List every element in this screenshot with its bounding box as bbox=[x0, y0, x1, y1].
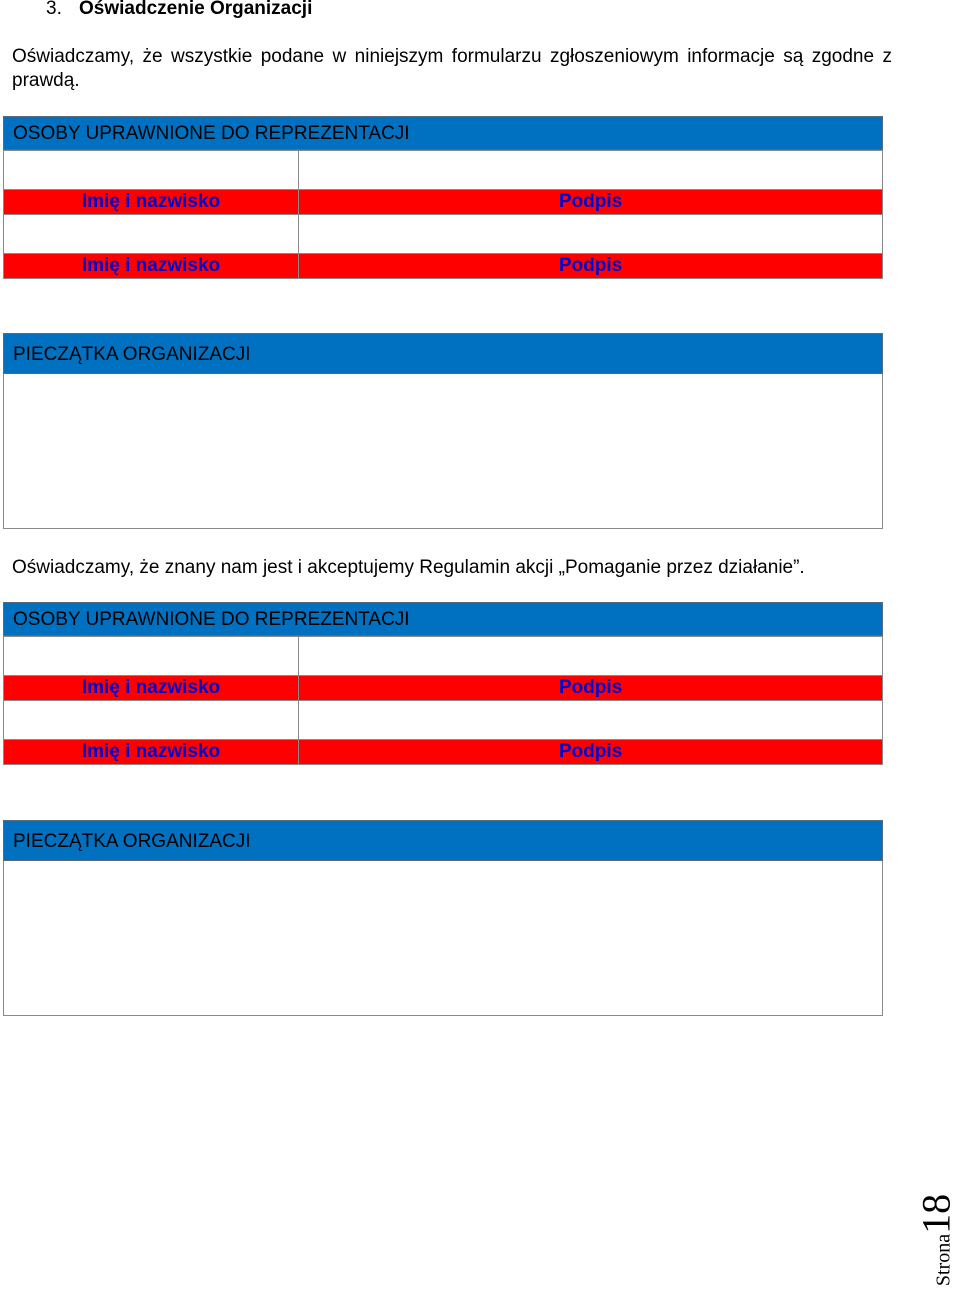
representatives-block-2 bbox=[3, 602, 883, 765]
section-heading bbox=[46, 0, 312, 20]
stamp-block-2 bbox=[3, 820, 883, 1016]
name-label: Imię i nazwisko bbox=[4, 676, 299, 701]
signature-field[interactable] bbox=[299, 701, 883, 740]
stamp-header: PIECZĄTKA ORGANIZACJI bbox=[3, 333, 883, 374]
page-number: 18 bbox=[913, 1193, 959, 1234]
signature-label: Podpis bbox=[299, 740, 883, 765]
name-field[interactable] bbox=[4, 637, 299, 676]
name-field[interactable] bbox=[4, 151, 299, 190]
name-field[interactable] bbox=[4, 701, 299, 740]
signature-field[interactable] bbox=[299, 637, 883, 676]
stamp-block-1 bbox=[3, 333, 883, 529]
representatives-header: OSOBY UPRAWNIONE DO REPREZENTACJI bbox=[3, 602, 883, 636]
name-label: Imię i nazwisko bbox=[4, 254, 299, 279]
section-number: 3. bbox=[46, 0, 62, 19]
name-field[interactable] bbox=[4, 215, 299, 254]
signature-table bbox=[3, 150, 883, 279]
signature-field[interactable] bbox=[299, 151, 883, 190]
stamp-area[interactable] bbox=[3, 374, 883, 529]
representatives-header: OSOBY UPRAWNIONE DO REPREZENTACJI bbox=[3, 116, 883, 150]
signature-table bbox=[3, 636, 883, 765]
stamp-header: PIECZĄTKA ORGANIZACJI bbox=[3, 820, 883, 861]
section-title: Oświadczenie Organizacji bbox=[79, 0, 313, 19]
signature-label: Podpis bbox=[299, 190, 883, 215]
statement-regulations: Oświadczamy, że znany nam jest i akceptujemy Regulamin akcji „Pomaganie przez działanie”. bbox=[12, 557, 805, 578]
representatives-block-1 bbox=[3, 116, 883, 279]
stamp-area[interactable] bbox=[3, 861, 883, 1016]
name-label: Imię i nazwisko bbox=[4, 190, 299, 215]
signature-field[interactable] bbox=[299, 215, 883, 254]
signature-label: Podpis bbox=[299, 676, 883, 701]
page-label: Strona bbox=[932, 1233, 955, 1287]
name-label: Imię i nazwisko bbox=[4, 740, 299, 765]
signature-label: Podpis bbox=[299, 254, 883, 279]
page-footer bbox=[912, 1185, 960, 1295]
statement-truthfulness: Oświadczamy, że wszystkie podane w niniejszym formularzu zgłoszeniowym informacje są zgodne z prawdą. bbox=[12, 46, 892, 91]
